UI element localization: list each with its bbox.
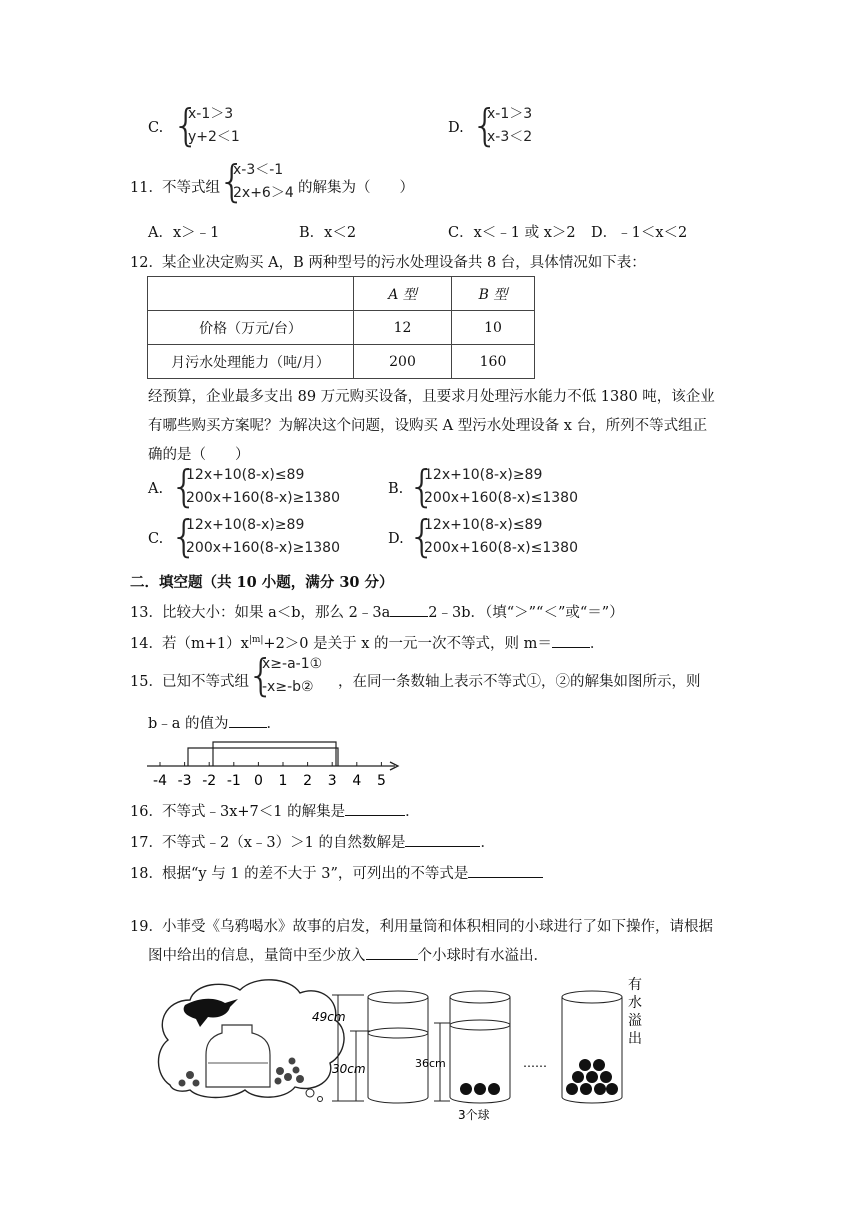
label-49cm: 49cm [312, 1010, 346, 1024]
overflow-char: 溢 [628, 1013, 642, 1029]
table-cell: 价格（万元/台） [148, 311, 354, 345]
brace: { [408, 511, 436, 562]
axis-tick-label: -4 [153, 773, 167, 789]
question-number: 12． [130, 255, 163, 271]
cylinder-base [562, 1097, 622, 1103]
axis-tick-label: 3 [327, 773, 337, 789]
inequality-line: 200x+160(8-x)≤1380 [424, 540, 578, 556]
brace: { [170, 511, 198, 562]
answer-blank[interactable] [229, 713, 267, 728]
section-heading: 二．填空题（共 10 小题，满分 30 分） [130, 574, 394, 591]
cloud-bubble [306, 1089, 314, 1097]
q11-option-a: A．x＞﹣1 [148, 225, 220, 241]
inequality-line: 200x+160(8-x)≥1380 [186, 490, 340, 506]
question-text: 已知不等式组 [162, 674, 249, 690]
inequality-line: x-1＞3 [487, 106, 533, 122]
brace: { [170, 461, 198, 512]
question-text-part: b﹣a 的值为 [148, 716, 229, 732]
q12-option-d-system [424, 514, 578, 560]
question-text [162, 831, 495, 852]
table-header: B 型 [452, 277, 535, 311]
inequality-line: 200x+160(8-x)≤1380 [424, 490, 578, 506]
cylinder-top [450, 991, 510, 1003]
brace: { [471, 100, 499, 151]
axis-tick-label: 4 [352, 773, 362, 789]
answer-blank[interactable] [366, 945, 418, 960]
question-text: 某企业决定购买 A，B 两种型号的污水处理设备共 8 台，具体情况如下表： [162, 255, 646, 271]
inequality-line: 12x+10(8-x)≤89 [424, 517, 543, 533]
ellipsis: …… [523, 1056, 547, 1070]
axis-tick-label: 1 [278, 773, 288, 789]
inequality-line: 200x+160(8-x)≥1380 [186, 540, 340, 556]
axis-tick-label: 5 [376, 773, 386, 789]
question-text: 的解集为（ ） [298, 180, 414, 196]
question-text-part: 若（m+1）x [162, 636, 249, 652]
answer-blank[interactable] [345, 801, 405, 816]
q11-option-b: B．x＜2 [299, 225, 357, 241]
axis-tick-label: -1 [226, 773, 241, 789]
question-text-part: 2﹣3b．（填“＞”“＜”或“＝”） [428, 605, 624, 621]
q11-option-c: C．x＜﹣1 或 x＞2 [448, 225, 576, 241]
q12-option-b-system [424, 464, 578, 510]
axis-tick-label: -3 [177, 773, 192, 789]
q12-option-c-letter: C. [148, 531, 164, 547]
table-cell [148, 277, 354, 311]
overflow-char: 出 [628, 1031, 642, 1047]
water-surface [368, 1028, 428, 1038]
question-text-part: 图中给出的信息，量筒中至少放入 [148, 948, 366, 964]
answer-blank[interactable] [390, 602, 428, 617]
inequality-line: x-1＞3 [188, 106, 234, 122]
question-text: 小菲受《乌鸦喝水》故事的启发，利用量筒和体积相同的小球进行了如下操作，请根据 [162, 919, 713, 935]
overflow-label [628, 977, 642, 1047]
q10-option-c-letter: C. [148, 120, 164, 136]
question-text: 不等式组 [162, 180, 220, 196]
axis-tick-label: -2 [202, 773, 217, 789]
table-header: A 型 [354, 277, 452, 311]
q12-option-a-system [186, 464, 340, 510]
question-text [148, 944, 548, 965]
inequality-line: 12x+10(8-x)≥89 [424, 467, 543, 483]
question-text-part: 不等式﹣3x+7＜1 的解集是 [162, 804, 346, 820]
equipment-table [147, 276, 535, 379]
q10-option-d-letter: D. [448, 120, 464, 136]
question-text [162, 800, 420, 821]
axis-tick-label: 2 [303, 773, 313, 789]
question-number: 19． [130, 919, 163, 935]
question-text: ，在同一条数轴上表示不等式①，②的解集如图所示，则 [338, 674, 701, 690]
overflow-char: 水 [628, 995, 642, 1011]
question-number: 17． [130, 835, 163, 851]
table-cell: 160 [452, 345, 535, 379]
inequality-line: x≥-a-1① [262, 656, 323, 672]
inequality-line: -x≥-b② [262, 679, 314, 695]
brace: { [247, 650, 275, 701]
number-line-figure [140, 736, 410, 792]
table-cell: 200 [354, 345, 452, 379]
overflow-char: 有 [628, 977, 642, 993]
label-3-balls: 3个球 [458, 1108, 490, 1122]
inequality-line: y+2＜1 [188, 129, 240, 145]
answer-blank[interactable] [405, 832, 480, 847]
question-text [162, 601, 624, 622]
table-row [148, 345, 535, 379]
balls-icon [566, 1059, 618, 1095]
cylinder-top [562, 991, 622, 1003]
label-36cm: 36cm [415, 1057, 446, 1070]
inequality-line: x-3＜-1 [233, 162, 284, 178]
cylinder-base [450, 1097, 510, 1103]
question-number: 15． [130, 674, 163, 690]
q11-system [233, 159, 294, 205]
brace: { [408, 461, 436, 512]
question-text-part: +2＞0 是关于 x 的一元一次不等式，则 m＝ [263, 636, 552, 652]
table-header-row [148, 277, 535, 311]
axis-tick-label: 0 [253, 773, 263, 789]
question-text [162, 632, 604, 653]
question-text-part: 比较大小：如果 a＜b，那么 2﹣3a [162, 605, 391, 621]
question-text [162, 862, 543, 883]
table-cell: 12 [354, 311, 452, 345]
answer-blank[interactable] [468, 863, 543, 878]
table-cell: 月污水处理能力（吨/月） [148, 345, 354, 379]
q12-option-d-letter: D. [388, 531, 404, 547]
question-number: 16． [130, 804, 163, 820]
q12-option-c-system [186, 514, 340, 560]
crow-cylinder-figure [150, 975, 670, 1122]
question-text-part: ． [480, 835, 495, 851]
cylinder-base [368, 1097, 428, 1103]
q10-option-d-system [487, 103, 532, 149]
exponent: |m| [248, 635, 264, 646]
inequality-line: 12x+10(8-x)≥89 [186, 517, 305, 533]
q10-option-c-system [188, 103, 240, 149]
brace: { [172, 100, 200, 151]
question-text: 有哪些购买方案呢？为解决这个问题，设购买 A 型污水处理设备 x 台，所列不等式组正 [148, 418, 708, 434]
table-row [148, 311, 535, 345]
q11-option-d: D．﹣1＜x＜2 [591, 225, 688, 241]
solution-bracket-1 [213, 742, 336, 766]
cloud-bubble [318, 1097, 323, 1102]
cylinder-top [368, 991, 428, 1003]
question-text: 确的是（ ） [148, 447, 250, 463]
q12-option-a-letter: A. [148, 481, 164, 497]
question-text [148, 712, 281, 733]
balls-icon [460, 1083, 500, 1095]
question-text-part: 不等式﹣2（x﹣3）＞1 的自然数解是 [162, 835, 406, 851]
label-30cm: 30cm [332, 1062, 366, 1076]
question-number: 13． [130, 605, 163, 621]
question-text: 经预算，企业最多支出 89 万元购买设备，且要求月处理污水能力不低 1380 吨，该企业 [148, 389, 715, 405]
q15-system [262, 653, 322, 699]
answer-blank[interactable] [552, 633, 590, 648]
inequality-line: x-3＜2 [487, 129, 533, 145]
q12-option-b-letter: B. [388, 481, 404, 497]
question-text-part: ． [266, 716, 282, 732]
table-cell: 10 [452, 311, 535, 345]
solution-bracket-2 [188, 748, 338, 766]
question-text-part: 根据“y 与 1 的差不大于 3”，可列出的不等式是 [162, 866, 469, 882]
water-surface [450, 1020, 510, 1030]
inequality-line: 2x+6＞4 [233, 185, 294, 201]
brace: { [218, 156, 246, 207]
question-text-part: ． [405, 804, 420, 820]
question-text-part: 个小球时有水溢出． [417, 948, 548, 964]
question-number: 11． [130, 180, 163, 196]
inequality-line: 12x+10(8-x)≤89 [186, 467, 305, 483]
question-number: 18． [130, 866, 163, 882]
question-number: 14． [130, 636, 163, 652]
question-text-part: ． [589, 636, 605, 652]
